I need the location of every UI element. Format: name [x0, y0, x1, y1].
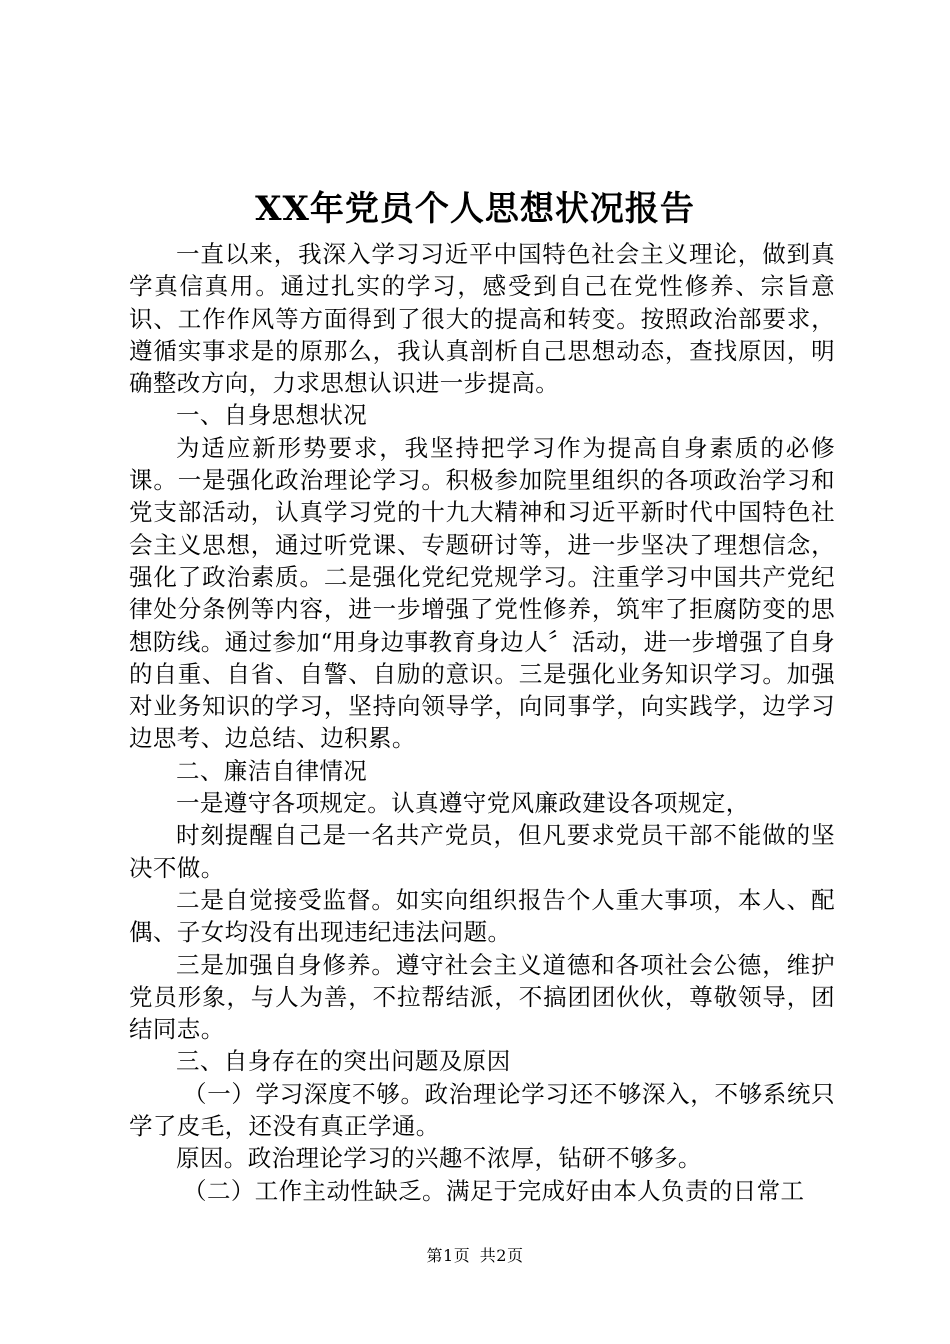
- page-number: 第1页: [426, 1246, 471, 1265]
- document-body: [129, 238, 835, 1207]
- paragraph-intro: 一直以来，我深入学习习近平中国特色社会主义理论，做到真学真信真用。通过扎实的学习，感受到自己在党性修养、宗旨意识、工作作风等方面得到了很大的提高和转变。按照政治部要求，遵循实事求是的原那么，我认真剖析自己思想动态，查找原因，明确整改方向，力求思想认识进一步提高。: [129, 240, 835, 398]
- paragraph-rules: 一是遵守各项规定。认真遵守党风廉政建设各项规定，: [176, 789, 750, 818]
- paragraph-study-depth: （一）学习深度不够。政治理论学习还不够深入，不够系统只学了皮毛，还没有真正学通。: [129, 1079, 835, 1141]
- page-footer: [0, 1246, 950, 1266]
- section-heading-2: 二、廉洁自律情况: [176, 756, 368, 785]
- paragraph-initiative: （二）工作主动性缺乏。满足于完成好由本人负责的日常工: [183, 1176, 805, 1205]
- paragraph-cultivation: 三是加强自身修养。遵守社会主义道德和各项社会公德，维护党员形象，与人为善，不拉帮结派，不搞团团伙伙，尊敬领导，团结同志。: [129, 950, 835, 1044]
- section-heading-1: 一、自身思想状况: [176, 401, 368, 430]
- paragraph-remind: 时刻提醒自己是一名共产党员，但凡要求党员干部不能做的坚决不做。: [129, 821, 835, 882]
- page-total: 共2页: [479, 1246, 524, 1265]
- paragraph-thought: 为适应新形势要求，我坚持把学习作为提高自身素质的必修课。一是强化政治理论学习。积极参加院里组织的各项政治学习和党支部活动，认真学习党的十九大精神和习近平新时代中国特色社会主义思想，通过听党课、专题研讨等，进一步坚决了理想信念，强化了政治素质。二是强化党纪党规学习。注重学习中国共产党纪律处分条例等内容，进一步增强了党性修养，筑牢了拒腐防变的思想防线。通过参加“用身边事教育身边人〞活动，进一步增强了自身的自重、自省、自警、自励的意识。三是强化业务知识学习。加强对业务知识的学习，坚持向领导学，向同事学，向实践学，边学习边思考、边总结、边积累。: [129, 433, 835, 753]
- section-heading-3: 三、自身存在的突出问题及原因: [176, 1047, 511, 1076]
- document-title: XX年党员个人思想状况报告: [255, 189, 695, 229]
- paragraph-supervision: 二是自觉接受监督。如实向组织报告个人重大事项，本人、配偶、子女均没有出现违纪违法问题。: [129, 885, 835, 947]
- paragraph-reason: 原因。政治理论学习的兴趣不浓厚，钻研不够多。: [176, 1144, 702, 1173]
